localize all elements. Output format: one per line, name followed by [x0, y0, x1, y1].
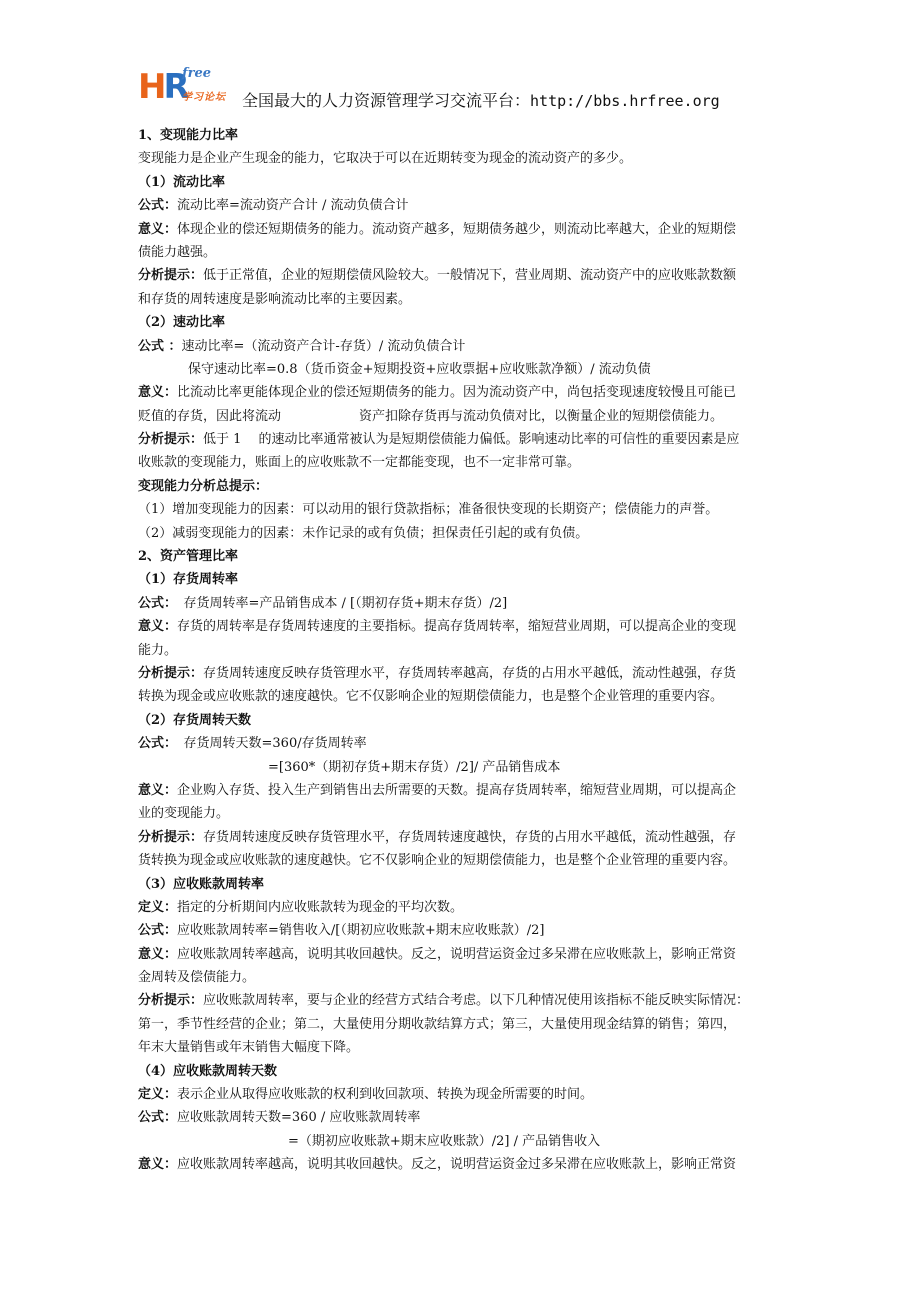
text-line — [138, 943, 788, 966]
line-label: 分析提示： — [138, 993, 204, 1009]
line-text: 指定的分析期间内应收账款转为现金的平均次数。 — [177, 899, 464, 915]
line-text: 年末大量销售或年末销售大幅度下降。 — [138, 1040, 360, 1056]
forum-url[interactable]: http://bbs.hrfree.org — [530, 92, 720, 110]
line-label: 定义： — [138, 899, 178, 915]
text-line — [138, 568, 788, 591]
line-text: （1）增加变现能力的因素：可以动用的银行贷款指标；准备很快变现的长期资产；偿债能力的声誉。 — [138, 502, 719, 518]
line-text: 低于正常值，企业的短期偿债风险较大。一般情况下，营业周期、流动资产中的应收账款数额 — [203, 268, 737, 284]
line-label: 分析提示： — [138, 829, 204, 845]
text-line — [138, 545, 788, 568]
text-line — [138, 194, 788, 217]
line-text: 体现企业的偿还短期债务的能力。流动资产越多，短期债务越少，则流动比率越大，企业的短期偿 — [177, 221, 737, 237]
line-label: （4）应收账款周转天数 — [138, 1063, 278, 1079]
line-text: 贬值的存货，因此将流动 资产扣除存货再与流动负债对比，以衡量企业的短期偿债能力。 — [138, 408, 724, 424]
text-line — [138, 756, 788, 779]
line-label: 意义： — [138, 385, 178, 401]
text-line — [138, 358, 788, 381]
line-label: 公式： — [138, 1110, 178, 1126]
line-text: 流动比率=流动资产合计 / 流动负债合计 — [177, 198, 409, 214]
line-text: 变现能力是企业产生现金的能力，它取决于可以在近期转变为现金的流动资产的多少。 — [138, 151, 633, 167]
line-text: 存货周转速度反映存货管理水平，存货周转速度越快，存货的占用水平越低，流动性越强，存 — [203, 829, 737, 845]
text-line — [138, 896, 788, 919]
text-line — [138, 1106, 788, 1129]
text-line — [138, 592, 788, 615]
text-line — [138, 1060, 788, 1083]
line-label: 公式： — [138, 198, 178, 214]
text-line — [138, 685, 788, 708]
line-label: （2）存货周转天数 — [138, 712, 252, 728]
line-text: 存货周转天数=360/存货周转率 — [170, 736, 367, 752]
line-text: 应收账款周转率越高，说明其收回越快。反之，说明营运资金过多呆滞在应收账款上，影响正常资 — [177, 1157, 737, 1173]
text-line — [138, 919, 788, 942]
line-label: 变现能力分析总提示： — [138, 478, 269, 494]
hrfree-logo — [138, 66, 238, 110]
text-line — [138, 335, 788, 358]
line-text: 保守速动比率=0.8（货币资金+短期投资+应收票据+应收账款净额）/ 流动负债 — [188, 361, 651, 377]
line-text: 货转换为现金或应收账款的速度越快。它不仅影响企业的短期偿债能力，也是整个企业管理的重要内容。 — [138, 853, 737, 869]
line-text: 应收账款周转率越高，说明其收回越快。反之，说明营运资金过多呆滞在应收账款上，影响正常资 — [177, 946, 737, 962]
line-label: （1）存货周转率 — [138, 572, 239, 588]
line-text: （2）减弱变现能力的因素：未作记录的或有负债；担保责任引起的或有负债。 — [138, 525, 589, 541]
line-text: 存货周转速度反映存货管理水平，存货周转率越高，存货的占用水平越低，流动性越强，存货 — [203, 665, 737, 681]
line-label: 意义： — [138, 946, 178, 962]
line-text: 第一，季节性经营的企业；第二，大量使用分期收款结算方式；第三，大量使用现金结算的销售；第四， — [138, 1016, 737, 1032]
line-text: =（期初应收账款+期末应收账款）/2] / 产品销售收入 — [288, 1133, 601, 1149]
text-line — [138, 241, 788, 264]
text-line — [138, 264, 788, 287]
line-label: 定义： — [138, 1087, 178, 1103]
line-text: 应收账款周转天数=360 / 应收账款周转率 — [177, 1110, 421, 1126]
line-text: 能力。 — [138, 642, 178, 658]
text-line — [138, 1130, 788, 1153]
document-body — [138, 124, 788, 1177]
tagline-text: 全国最大的人力资源管理学习交流平台： — [242, 91, 531, 110]
line-label: 2、资产管理比率 — [138, 549, 239, 565]
line-label: 公式： — [138, 595, 171, 611]
logo-letters: HR — [138, 67, 187, 107]
text-line — [138, 381, 788, 404]
text-line — [138, 779, 788, 802]
text-line — [138, 428, 788, 451]
line-text: 比流动比率更能体现企业的偿还短期债务的能力。因为流动资产中，尚包括变现速度较慢且可能已 — [177, 385, 737, 401]
line-label: 意义： — [138, 1157, 178, 1173]
text-line — [138, 1083, 788, 1106]
line-text: 存货周转率=产品销售成本 / [（期初存货+期末存货）/2] — [170, 595, 508, 611]
text-line — [138, 732, 788, 755]
text-line — [138, 1153, 788, 1176]
line-label: 1、变现能力比率 — [138, 128, 239, 143]
line-text: 速动比率=（流动资产合计-存货）/ 流动负债合计 — [181, 338, 466, 354]
logo-subtitle: 学习论坛 — [182, 92, 226, 103]
text-line — [138, 966, 788, 989]
line-text: 收账款的变现能力，账面上的应收账款不一定都能变现，也不一定非常可靠。 — [138, 455, 581, 471]
text-line — [138, 522, 788, 545]
text-line — [138, 288, 788, 311]
logo-free-text: free — [182, 66, 211, 81]
line-text: 业的变现能力。 — [138, 806, 230, 822]
line-text: 低于 1 的速动比率通常被认为是短期偿债能力偏低。影响速动比率的可信性的重要因素是应 — [203, 432, 740, 448]
line-text: 存货的周转率是存货周转速度的主要指标。提高存货周转率，缩短营业周期，可以提高企业的变现 — [177, 619, 737, 635]
text-line — [138, 989, 788, 1012]
text-line — [138, 147, 788, 170]
line-text: =[360*（期初存货+期末存货）/2]/ 产品销售成本 — [268, 759, 561, 775]
text-line — [138, 662, 788, 685]
line-label: 分析提示： — [138, 432, 204, 448]
line-label: 公式： — [138, 736, 171, 752]
line-text: 企业购入存货、投入生产到销售出去所需要的天数。提高存货周转率，缩短营业周期，可以提高企 — [177, 782, 737, 798]
text-line — [138, 1013, 788, 1036]
line-text: 债能力越强。 — [138, 244, 217, 260]
text-line — [138, 873, 788, 896]
text-line — [138, 615, 788, 638]
text-line — [138, 802, 788, 825]
line-label: 分析提示： — [138, 268, 204, 284]
line-label: 公式： — [138, 923, 178, 939]
line-text: 和存货的周转速度是影响流动比率的主要因素。 — [138, 291, 412, 307]
page-header — [138, 62, 838, 112]
text-line — [138, 709, 788, 732]
line-text: 转换为现金或应收账款的速度越快。它不仅影响企业的短期偿债能力，也是整个企业管理的重要内容。 — [138, 689, 724, 705]
line-text: 应收账款周转率=销售收入/[（期初应收账款+期末应收账款）/2] — [177, 923, 545, 939]
text-line — [138, 171, 788, 194]
line-label: 意义： — [138, 221, 178, 237]
text-line — [138, 451, 788, 474]
line-label: （2）速动比率 — [138, 315, 226, 331]
line-label: （3）应收账款周转率 — [138, 876, 265, 892]
header-tagline — [242, 88, 720, 111]
line-label: 意义： — [138, 619, 178, 635]
line-label: 意义： — [138, 782, 178, 798]
line-text: 应收账款周转率，要与企业的经营方式结合考虑。以下几种情况使用该指标不能反映实际情况： — [203, 993, 750, 1009]
line-label: （1）流动比率 — [138, 174, 226, 190]
line-text: 金周转及偿债能力。 — [138, 970, 256, 986]
text-line — [138, 124, 788, 147]
text-line — [138, 475, 788, 498]
text-line — [138, 218, 788, 241]
text-line — [138, 311, 788, 334]
line-label: 公式 ： — [138, 338, 182, 354]
text-line — [138, 639, 788, 662]
text-line — [138, 498, 788, 521]
text-line — [138, 1036, 788, 1059]
line-text: 表示企业从取得应收账款的权利到收回款项、转换为现金所需要的时间。 — [177, 1087, 594, 1103]
line-label: 分析提示： — [138, 665, 204, 681]
text-line — [138, 849, 788, 872]
text-line — [138, 826, 788, 849]
text-line — [138, 405, 788, 428]
